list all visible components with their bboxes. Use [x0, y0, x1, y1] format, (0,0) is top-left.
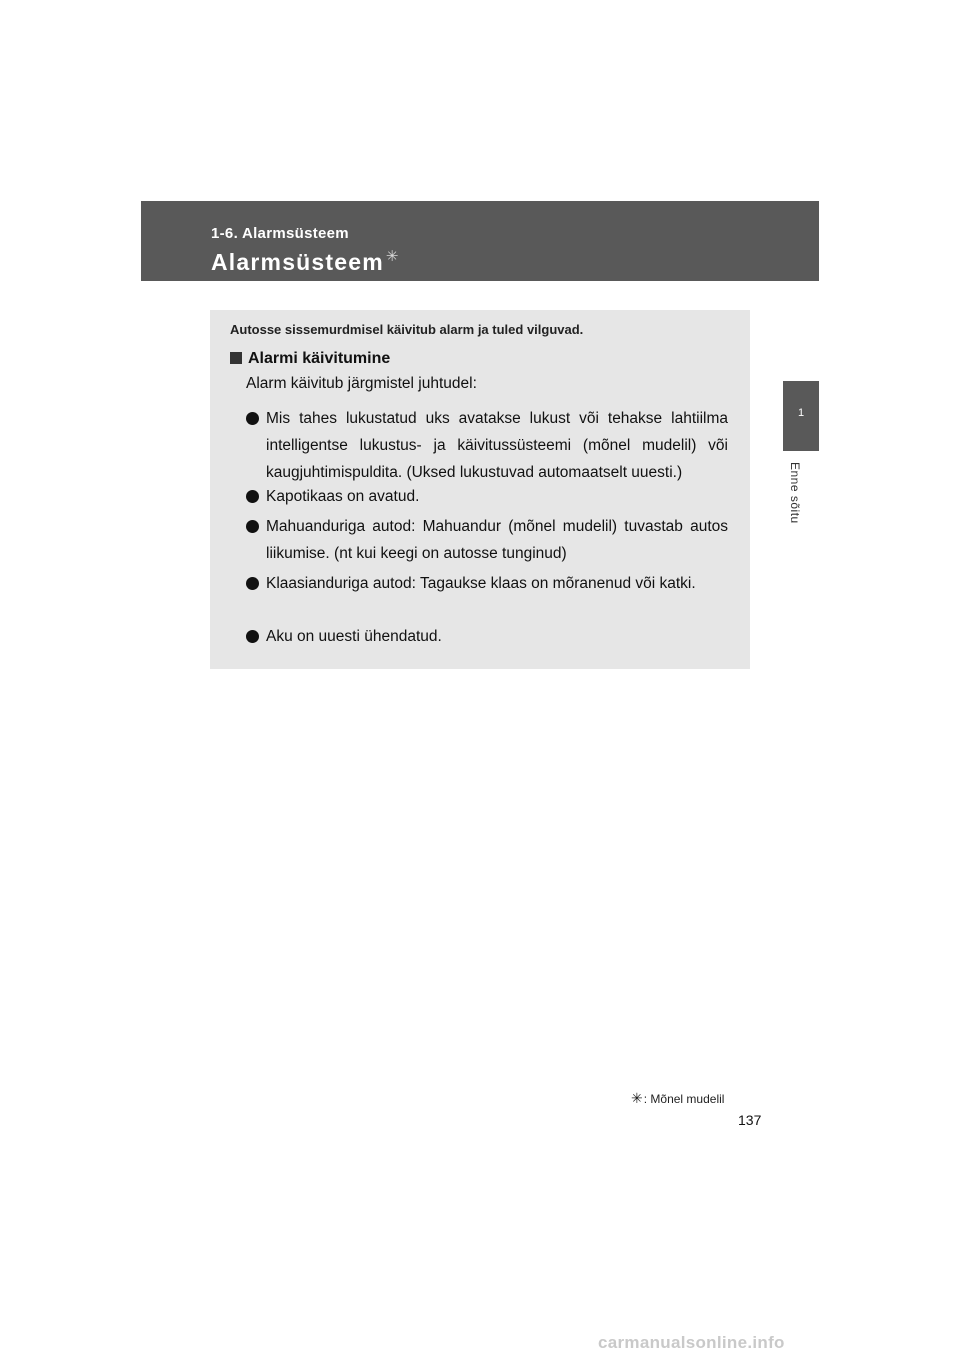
bullet-dot-icon	[246, 520, 259, 533]
bullet-dot-icon	[246, 412, 259, 425]
intro-text: Autosse sissemurdmisel käivitub alarm ja tuled vilguvad.	[230, 322, 584, 337]
page-title	[211, 247, 400, 276]
list-item-text: Kapotikaas on avatud.	[266, 488, 420, 505]
subheading-text: Alarmi käivitumine	[248, 350, 391, 367]
chapter-header	[141, 201, 819, 281]
list-item	[246, 483, 728, 510]
subheading	[230, 350, 390, 368]
section-label: 1-6. Alarmsüsteem	[211, 225, 349, 242]
page-title-text: Alarmsüsteem	[211, 249, 384, 275]
list-item	[246, 623, 728, 650]
list-item	[246, 513, 728, 567]
list-item-text: Klaasianduriga autod: Tagaukse klaas on mõranenud või katki.	[266, 575, 696, 592]
watermark: carmanualsonline.info	[598, 1333, 785, 1352]
list-item-text: Mahuanduriga autod: Mahuandur (mõnel mudelil) tuvastab autos liikumise. (nt kui keegi on autosse tunginud)	[266, 518, 728, 562]
chapter-number: 1	[797, 407, 805, 419]
bullet-dot-icon	[246, 490, 259, 503]
title-asterisk-icon: ✳	[385, 248, 400, 265]
list-item	[246, 570, 728, 597]
list-item-text: Aku on uuesti ühendatud.	[266, 628, 442, 645]
list-item	[246, 405, 728, 486]
chapter-tab	[783, 381, 819, 451]
bullet-dot-icon	[246, 630, 259, 643]
page-number: 137	[738, 1112, 762, 1128]
bullet-dot-icon	[246, 577, 259, 590]
footnote	[631, 1090, 724, 1107]
square-bullet-icon	[230, 352, 242, 364]
content-box	[210, 310, 750, 669]
lead-text: Alarm käivitub järgmistel juhtudel:	[246, 375, 477, 392]
footnote-text: : Mõnel mudelil	[643, 1092, 725, 1106]
list-item-text: Mis tahes lukustatud uks avatakse lukust või tehakse lahtiilma intelligentse lukustus- ja käivitussüsteemi (mõnel mudelil) või kaugjuhtimispuldita. (Uksed lukustuvad automaatselt uuesti.)	[266, 410, 728, 481]
footnote-asterisk-icon: ✳	[631, 1090, 643, 1106]
chapter-label: Enne sõitu	[788, 462, 802, 524]
